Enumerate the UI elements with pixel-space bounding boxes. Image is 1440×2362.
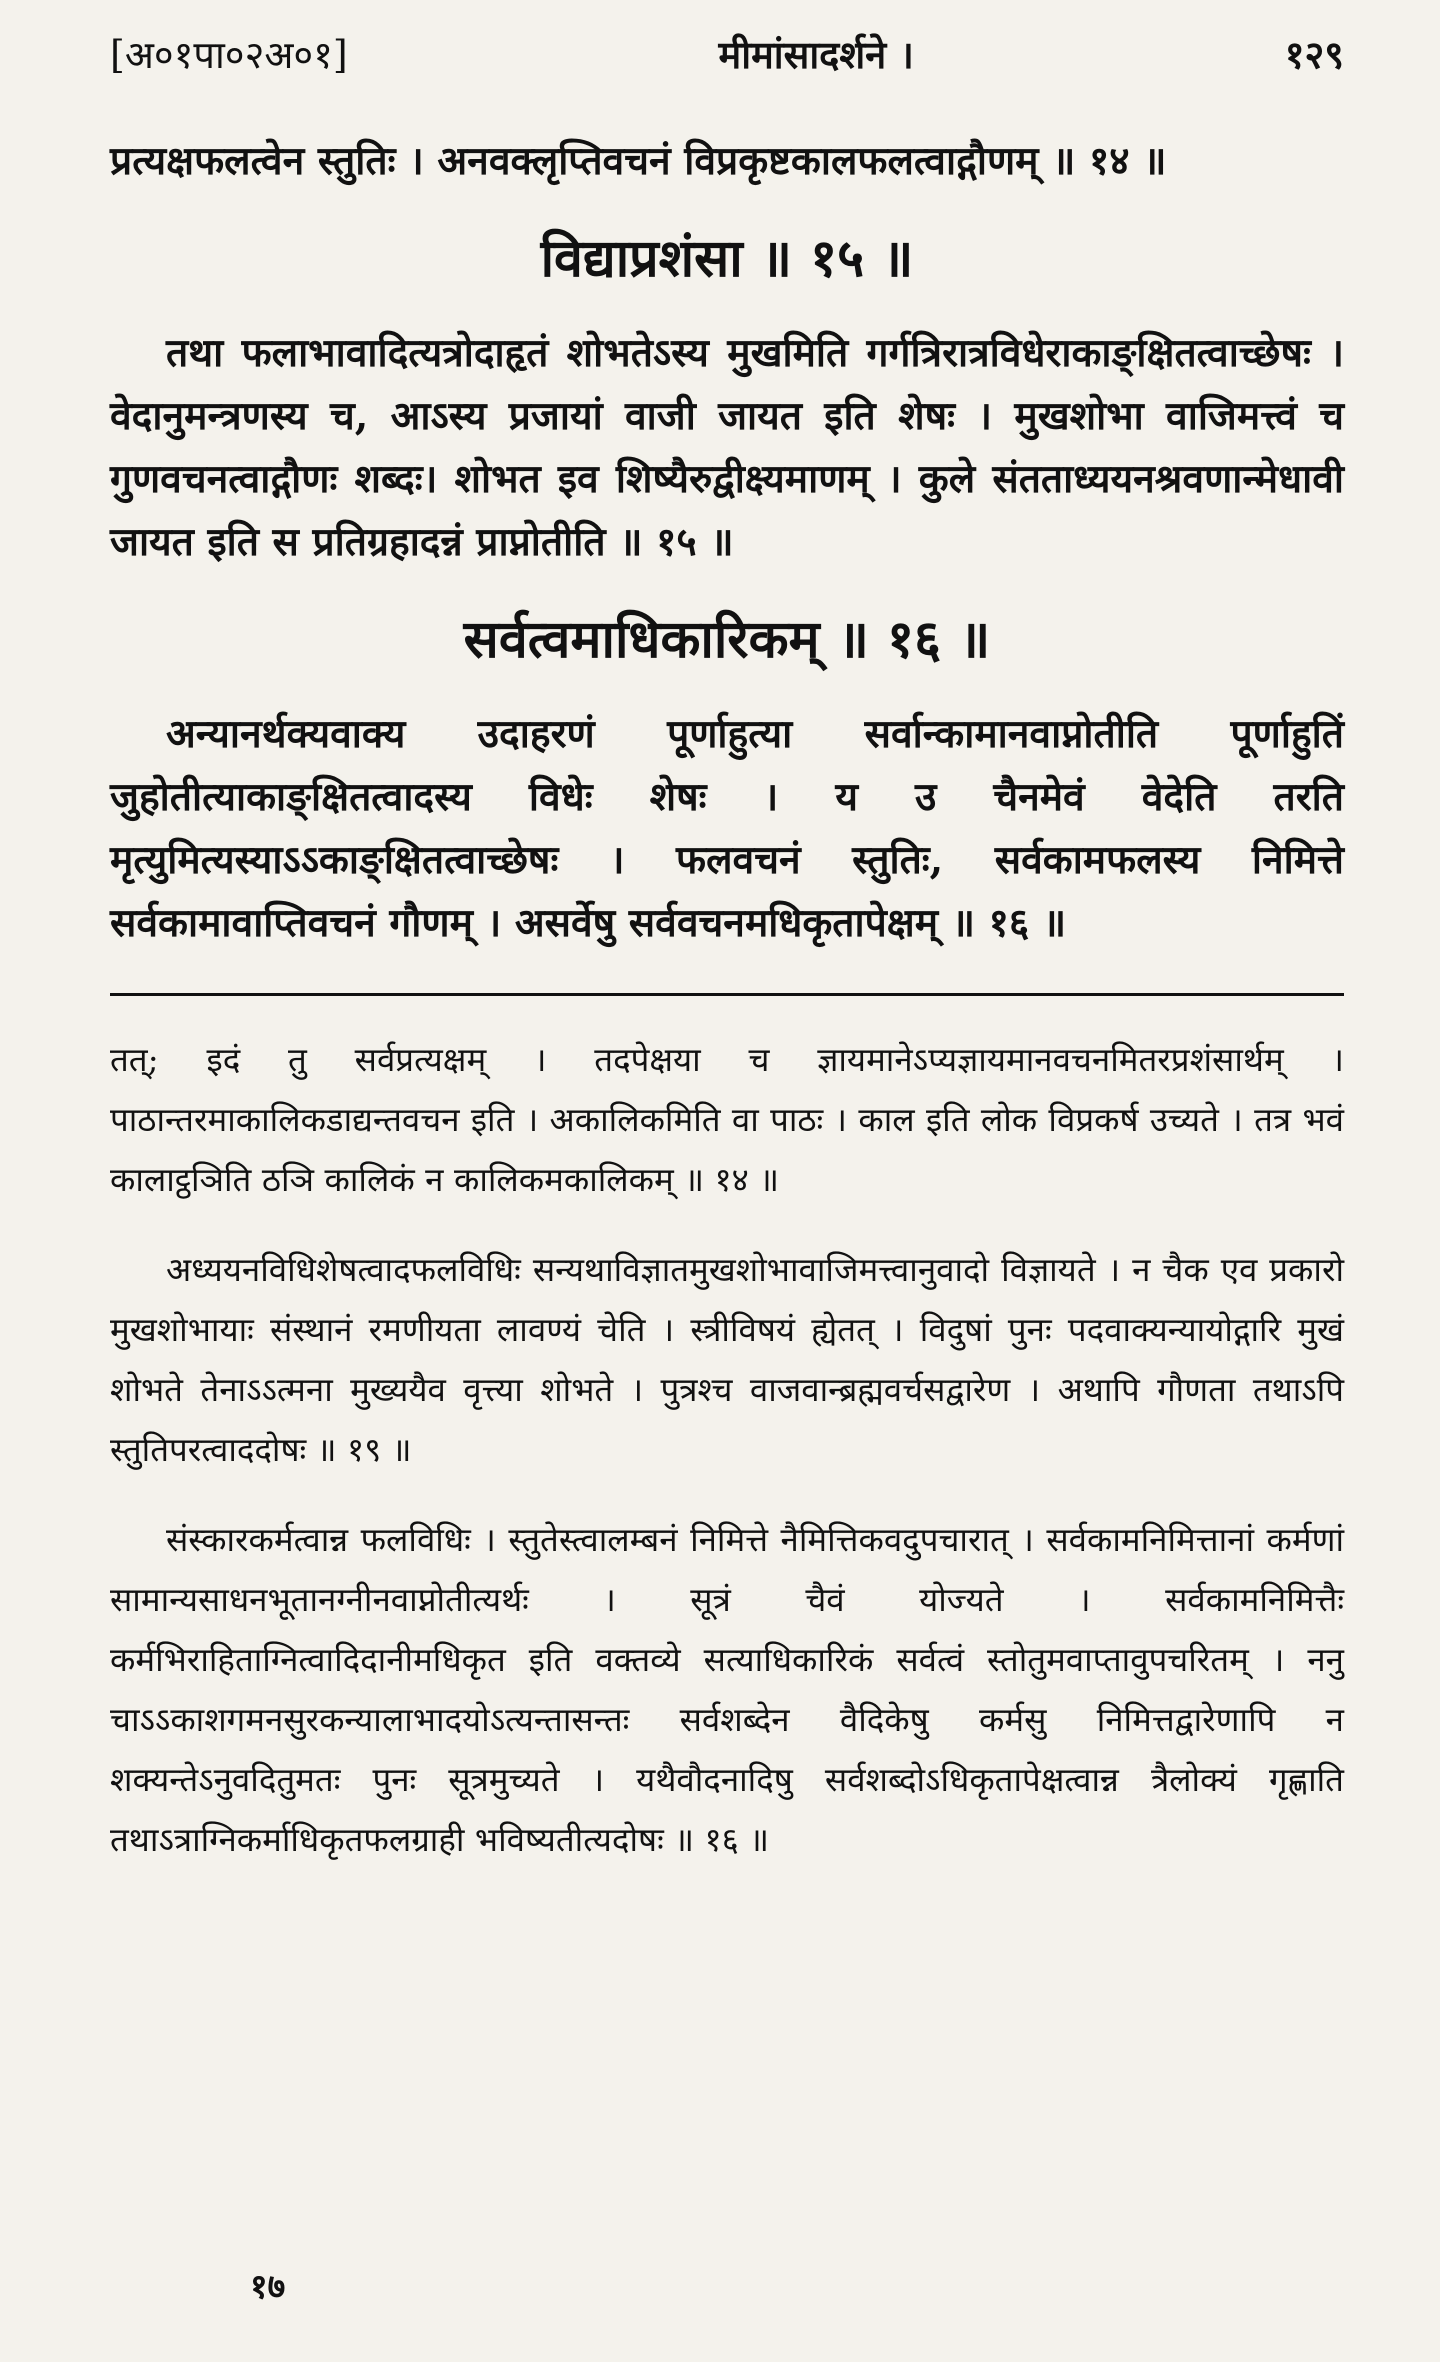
commentary-paragraph-16: संस्कारकर्मत्वान्न फलविधिः । स्तुतेस्त्वालम्बनं निमित्ते नैमित्तिकवदुपचारात् । सर्वकामनिमित्तानां कर्मणां सामान्यसाधनभूतानग्नीनवाप्नोतीत्यर्थः । सूत्रं चैवं योज्यते । सर्वकामनिमित्तैः कर्मभिराहिताग्नित्वादिदानीमधिकृत इति वक्तव्ये सत्याधिकारिकं सर्वत्वं स्तोतुमवाप्तावुपचरितम् । ननु चाऽऽकाशगमनसुरकन्यालाभादयोऽत्यन्तासन्तः सर्वशब्देन वैदिकेषु कर्मसु निमित्तद्वारेणापि न शक्यन्तेऽनुवदितुमतः पुनः सूत्रमुच्यते । यथैवौदनादिषु सर्वशब्दोऽधिकृतापेक्षत्वान्न त्रैलोक्यं गृह्णाति तथाऽत्राग्निकर्माधिकृतफलग्राही भविष्यतीत्यदोषः ॥ १६ ॥ — [110, 1520, 1344, 1859]
commentary-paragraph-15: अध्ययनविधिशेषत्वादफलविधिः सन्यथाविज्ञातमुखशोभावाजिमत्त्वानुवादो विज्ञायते । न चैक एव प्रकारो मुखशोभायाः संस्थानं रमणीयता लावण्यं चेति । स्त्रीविषयं ह्येतत् । विदुषां पुनः पदवाक्यन्यायोद्गारि मुखं शोभते तेनाऽऽत्मना मुख्ययैव वृत्त्या शोभते । पुत्रश्च वाजवान्ब्रह्मवर्चसद्वारेण । अथापि गौणता तथाऽपि स्तुतिपरत्वाददोषः ॥ १९ ॥ — [110, 1250, 1344, 1469]
sutra-text — [110, 130, 1344, 955]
sutra-paragraph-15: तथा फलाभावादित्यत्रोदाहृतं शोभतेऽस्य मुखमिति गर्गत्रिरात्रविधेराकाङ्क्षितत्वाच्छेषः । वेदानुमन्त्रणस्य च, आऽस्य प्रजायां वाजी जायत इति शेषः । मुखशोभा वाजिमत्त्वं च गुणवचनत्वाद्गौणः शब्दः। शोभत इव शिष्यैरुद्वीक्ष्यमाणम् । कुले संतताध्ययनश्रवणान्मेधावी जायत इति स प्रतिग्रहादन्नं प्राप्नोतीति ॥ १५ ॥ — [110, 330, 1344, 565]
commentary-paragraph-14: तत्; इदं तु सर्वप्रत्यक्षम् । तदपेक्षया च ज्ञायमानेऽप्यज्ञायमानवचनमितरप्रशंसार्थम् । पाठान्तरमाकालिकडाद्यन्तवचन इति । अकालिकमिति वा पाठः । काल इति लोक विप्रकर्ष उच्यते । तत्र भवं कालाट्ठञिति ठञि कालिकं न कालिकमकालिकम् ॥ १४ ॥ — [110, 1040, 1344, 1199]
running-title: मीमांसादर्शने । — [718, 32, 914, 77]
sutra-paragraph-16: अन्यानर्थक्यवाक्य उदाहरणं पूर्णाहुत्या सर्वान्कामानवाप्नोतीति पूर्णाहुतिं जुहोतीत्याकाङ्क्षितत्वादस्य विधेः शेषः । य उ चैनमेवं वेदेति तरति मृत्युमित्यस्याऽऽकाङ्क्षितत्वाच्छेषः । फलवचनं स्तुतिः, सर्वकामफलस्य निमित्ते सर्वकामावाप्तिवचनं गौणम् । असर्वेषु सर्ववचनमधिकृतापेक्षम् ॥ १६ ॥ — [110, 711, 1344, 946]
section-heading-16: सर्वत्वमाधिकारिकम् ॥ १६ ॥ — [463, 609, 991, 670]
footnote-divider — [110, 993, 1344, 996]
page-number: १२९ — [1284, 32, 1344, 77]
section-reference: [अ०१पा०२अ०१] — [110, 33, 348, 77]
section-heading-15: विद्याप्रशंसा ॥ १५ ॥ — [540, 228, 914, 289]
sutra-paragraph-14: प्रत्यक्षफलत्वेन स्तुतिः । अनवक्लृप्तिवचनं विप्रकृष्टकालफलत्वाद्गौणम् ॥ १४ ॥ — [110, 138, 1167, 184]
commentary — [110, 1030, 1344, 1870]
signature-mark: १७ — [250, 2267, 286, 2307]
page-header — [110, 28, 1344, 98]
